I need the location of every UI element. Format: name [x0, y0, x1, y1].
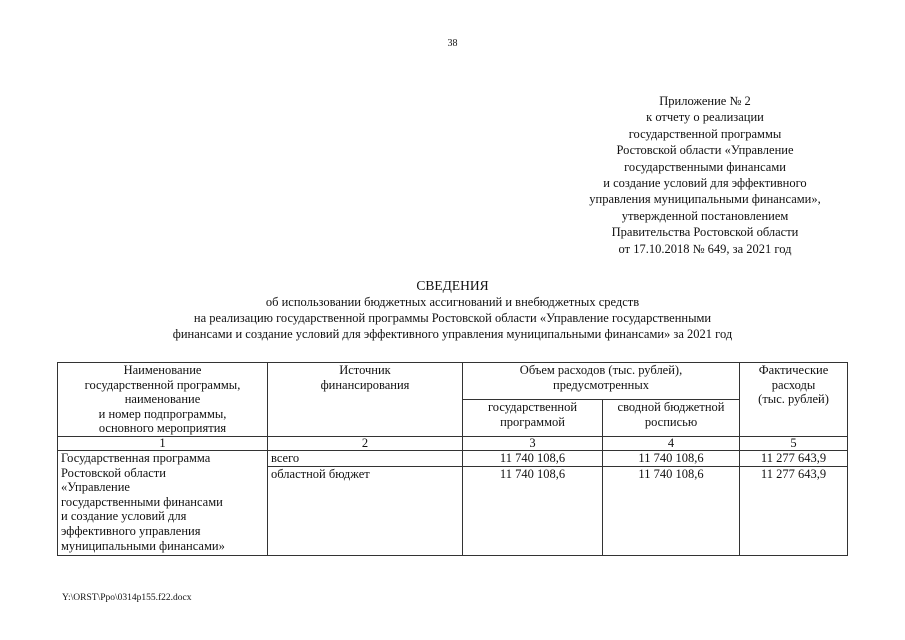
appendix-line: государственными финансами — [624, 159, 786, 174]
column-number: 2 — [268, 436, 463, 450]
appendix-line: к отчету о реализации — [646, 110, 764, 125]
actual-amount-cell: 11 277 643,9 — [740, 466, 848, 555]
header-funding-source: Источник финансирования — [268, 363, 463, 437]
expenditure-table — [57, 362, 848, 556]
heading-line: финансами и создание условий для эффективного управления муниципальными финансами» за 2021 год — [172, 327, 733, 342]
appendix-line: Приложение № 2 — [659, 94, 751, 108]
appendix-line: утвержденной постановлением — [621, 208, 789, 223]
heading-line: об использовании бюджетных ассигнований и внебюджетных средств — [265, 295, 640, 309]
program-amount-cell: 11 740 108,6 — [463, 450, 603, 466]
program-amount-cell: 11 740 108,6 — [463, 466, 603, 555]
header-program-name: Наименование государственной программы, наименование и номер подпрограммы, основного мероприятия — [58, 363, 268, 437]
column-number: 4 — [603, 436, 740, 450]
column-number: 1 — [58, 436, 268, 450]
header-state-program: государственной программой — [463, 399, 603, 436]
appendix-line: и создание условий для эффективного — [603, 176, 807, 191]
source-cell: областной бюджет — [268, 466, 463, 555]
table-header-row — [58, 363, 848, 400]
appendix-line: Правительства Ростовской области — [611, 225, 799, 240]
appendix-line: Ростовской области «Управление — [616, 143, 794, 158]
page-number: 38 — [447, 38, 458, 49]
appendix-line: от 17.10.2018 № 649, за 2021 год — [618, 241, 792, 256]
document-title: СВЕДЕНИЯ — [416, 278, 489, 293]
budget-amount-cell: 11 740 108,6 — [603, 450, 740, 466]
actual-amount-cell: 11 277 643,9 — [740, 450, 848, 466]
source-cell: всего — [268, 450, 463, 466]
appendix-line: управления муниципальными финансами», — [589, 192, 821, 207]
file-path-footer: Y:\ORST\Ppo\0314p155.f22.docx — [62, 593, 192, 603]
column-number: 3 — [463, 436, 603, 450]
column-number: 5 — [740, 436, 848, 450]
header-actual-expenses: Фактические расходы (тыс. рублей) — [740, 363, 848, 437]
table-row — [58, 450, 848, 466]
appendix-line: государственной программы — [628, 126, 782, 141]
column-number-row — [58, 436, 848, 450]
document-heading — [0, 277, 905, 343]
program-name-cell: Государственная программа Ростовской области «Управление государственными финансами и создание условий для эффективного управления муниципальными финансами» — [58, 450, 268, 555]
budget-amount-cell: 11 740 108,6 — [603, 466, 740, 555]
header-volume-group: Объем расходов (тыс. рублей), предусмотренных — [463, 363, 740, 400]
appendix-block — [560, 93, 850, 257]
header-budget-list: сводной бюджетной росписью — [603, 399, 740, 436]
heading-line: на реализацию государственной программы Ростовской области «Управление государственными — [193, 311, 712, 326]
